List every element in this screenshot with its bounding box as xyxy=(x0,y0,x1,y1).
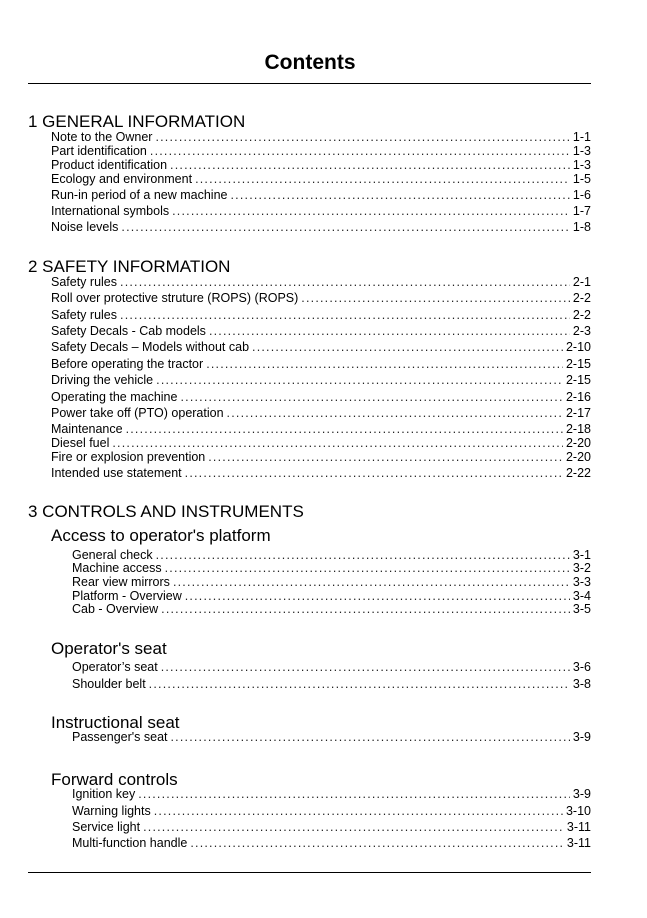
footer-divider xyxy=(28,872,591,873)
toc-entry[interactable]: Operating the machine ..... 2-16 xyxy=(51,390,591,405)
toc-entry[interactable]: Rear view mirrors ..... 3-3 xyxy=(72,575,591,590)
toc-entry[interactable]: Fire or explosion prevention ..... 2-20 xyxy=(51,450,591,465)
toc-entry[interactable]: Safety Decals – Models without cab ..... 2-10 xyxy=(51,340,591,355)
subsection-heading-forward-controls: Forward controls xyxy=(51,770,178,789)
toc-entry[interactable]: Ecology and environment ..... 1-5 xyxy=(51,172,591,187)
toc-entry[interactable]: Roll over protective struture (ROPS) (ROPS) ..... 2-2 xyxy=(51,291,591,306)
toc-entry[interactable]: Driving the vehicle ..... 2-15 xyxy=(51,373,591,388)
toc-entry[interactable]: Machine access ..... 3-2 xyxy=(72,561,591,576)
toc-entry[interactable]: International symbols ..... 1-7 xyxy=(51,204,591,219)
toc-entry[interactable]: Service light ..... 3-11 xyxy=(72,820,591,835)
toc-entry[interactable]: Before operating the tractor ..... 2-15 xyxy=(51,357,591,372)
section-heading-safety-information: 2 SAFETY INFORMATION xyxy=(28,257,231,276)
toc-entry[interactable]: Warning lights ..... 3-10 xyxy=(72,804,591,819)
toc-entry[interactable]: Operator’s seat ..... 3-6 xyxy=(72,660,591,675)
toc-entry[interactable]: Safety Decals - Cab models ..... 2-3 xyxy=(51,324,591,339)
section-heading-controls-and-instruments: 3 CONTROLS AND INSTRUMENTS xyxy=(28,502,304,521)
page-title: Contents xyxy=(264,51,356,74)
toc-entry[interactable]: Diesel fuel ..... 2-20 xyxy=(51,436,591,451)
toc-entry[interactable]: Multi-function handle ..... 3-11 xyxy=(72,836,591,851)
subsection-heading-instructional-seat: Instructional seat xyxy=(51,713,180,732)
subsection-heading-access: Access to operator's platform xyxy=(51,526,271,545)
toc-entry[interactable]: Passenger's seat ..... 3-9 xyxy=(72,730,591,745)
toc-entry[interactable]: Intended use statement ..... 2-22 xyxy=(51,466,591,481)
toc-entry[interactable]: Platform - Overview ..... 3-4 xyxy=(72,589,591,604)
toc-entry[interactable]: Shoulder belt ..... 3-8 xyxy=(72,677,591,692)
toc-entry[interactable]: Noise levels ..... 1-8 xyxy=(51,220,591,235)
toc-entry[interactable]: Ignition key ..... 3-9 xyxy=(72,787,591,802)
section-heading-general-information: 1 GENERAL INFORMATION xyxy=(28,112,246,131)
toc-entry[interactable]: Cab - Overview ..... 3-5 xyxy=(72,602,591,617)
toc-entry[interactable]: Note to the Owner ..... 1-1 xyxy=(51,130,591,145)
subsection-heading-operators-seat: Operator's seat xyxy=(51,639,167,658)
title-divider xyxy=(28,83,591,84)
toc-entry[interactable]: Part identification ..... 1-3 xyxy=(51,144,591,159)
toc-entry[interactable]: Safety rules ..... 2-1 xyxy=(51,275,591,290)
toc-entry[interactable]: Run-in period of a new machine ..... 1-6 xyxy=(51,188,591,203)
toc-entry[interactable]: Maintenance ..... 2-18 xyxy=(51,422,591,437)
toc-entry[interactable]: Product identification ..... 1-3 xyxy=(51,158,591,173)
toc-entry[interactable]: General check ..... 3-1 xyxy=(72,548,591,563)
toc-entry[interactable]: Power take off (PTO) operation ..... 2-17 xyxy=(51,406,591,421)
toc-entry[interactable]: Safety rules ..... 2-2 xyxy=(51,308,591,323)
